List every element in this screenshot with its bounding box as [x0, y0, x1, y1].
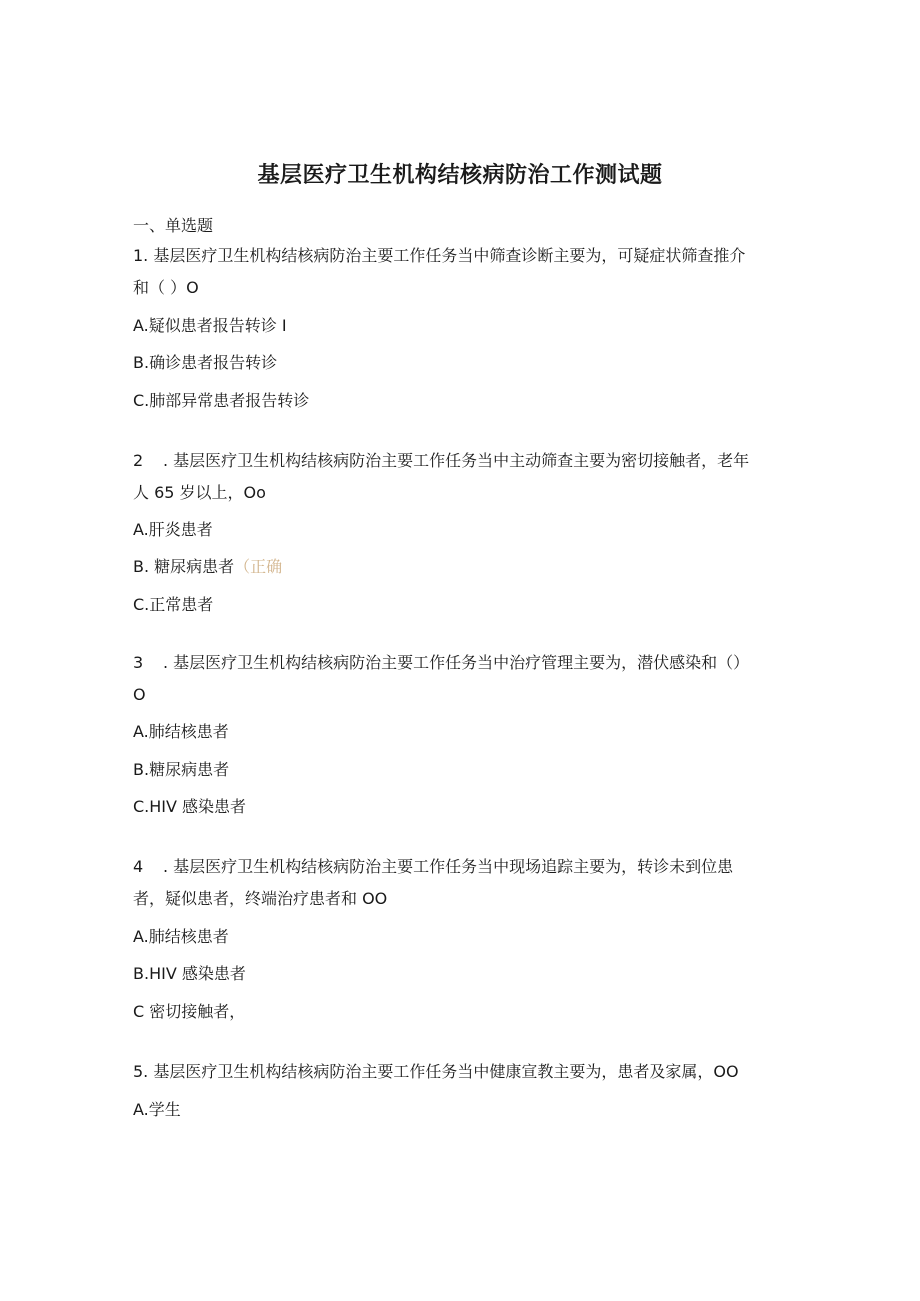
- question-4-option-b: B.HIV 感染患者: [133, 964, 246, 983]
- section-heading: 一、单选题: [133, 216, 214, 235]
- question-3-option-a: A.肺结核患者: [133, 722, 229, 741]
- document-title: 基层医疗卫生机构结核病防治工作测试题: [257, 163, 663, 188]
- question-1-option-c: C.肺部异常患者报告转诊: [133, 391, 310, 410]
- question-4-text-cont: 者，疑似患者，终端治疗患者和 OO: [133, 889, 388, 908]
- question-2-option-b: [133, 557, 282, 577]
- question-4-option-a: A.肺结核患者: [133, 927, 229, 946]
- question-2-number: 2: [133, 451, 144, 470]
- question-3-number: 3: [133, 653, 144, 672]
- question-3-option-b: B.糖尿病患者: [133, 760, 230, 779]
- question-2-line: . 基层医疗卫生机构结核病防治主要工作任务当中主动筛查主要为密切接触者，老年: [163, 451, 750, 470]
- question-2-text-cont: 人 65 岁以上，Oo: [133, 483, 266, 502]
- question-2-option-a: A.肝炎患者: [133, 520, 213, 539]
- question-3-text: [133, 653, 749, 673]
- question-4-option-c: C 密切接触者，: [133, 1002, 246, 1021]
- question-5-option-a: A.学生: [133, 1100, 181, 1119]
- question-4-number: 4: [133, 857, 144, 876]
- question-2-text: [133, 451, 749, 471]
- question-2-option-c: C.正常患者: [133, 595, 214, 614]
- question-4-text: [133, 857, 733, 877]
- question-2-option-b-text: B. 糖尿病患者: [133, 557, 235, 576]
- question-3-line: . 基层医疗卫生机构结核病防治主要工作任务当中治疗管理主要为，潜伏感染和（）: [163, 653, 750, 672]
- question-1-text: 1. 基层医疗卫生机构结核病防治主要工作任务当中筛查诊断主要为，可疑症状筛查推介: [133, 246, 746, 265]
- question-1-option-a: A.疑似患者报告转诊 I: [133, 316, 287, 335]
- question-1-option-b: B.确诊患者报告转诊: [133, 353, 278, 372]
- question-3-option-c: C.HIV 感染患者: [133, 797, 247, 816]
- question-3-text-cont: O: [133, 685, 146, 704]
- correct-answer-mark: （正确: [234, 557, 283, 576]
- question-1-text-cont: 和（ ）O: [133, 278, 199, 297]
- question-5-text: 5. 基层医疗卫生机构结核病防治主要工作任务当中健康宣教主要为，患者及家属，OO: [133, 1062, 739, 1081]
- question-4-line: . 基层医疗卫生机构结核病防治主要工作任务当中现场追踪主要为，转诊未到位患: [163, 857, 734, 876]
